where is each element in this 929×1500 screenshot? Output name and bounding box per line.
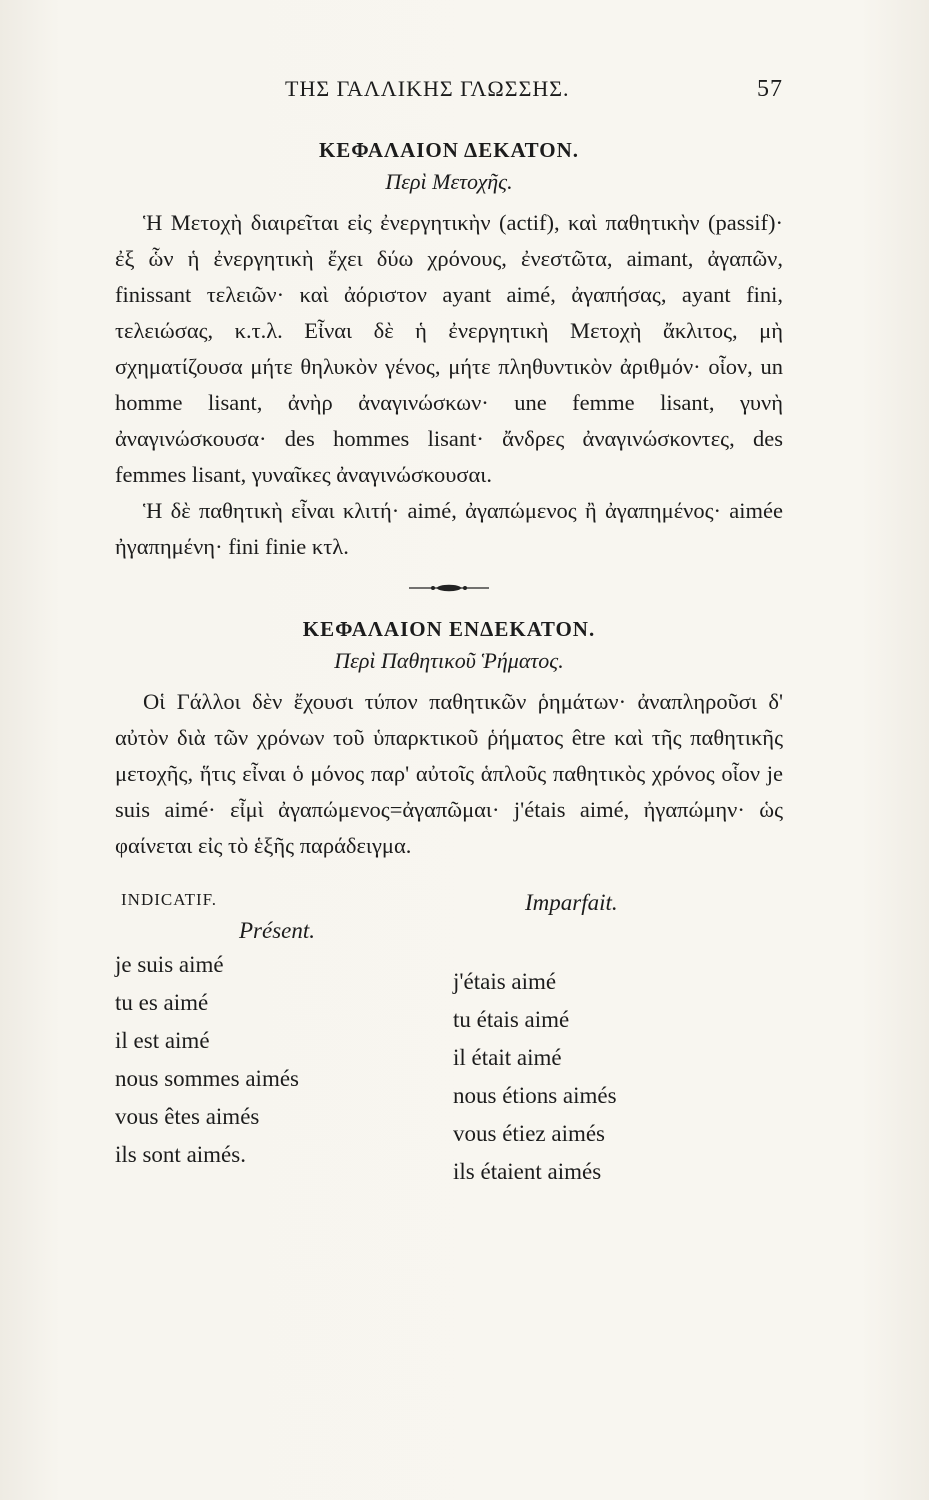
- tense-label: Imparfait.: [525, 890, 618, 915]
- conjugation-form: nous étions aimés: [453, 1083, 617, 1108]
- paragraph: Οἱ Γάλλοι δὲν ἔχουσι τύπον παθητικῶν ῥημάτων· ἀναπληροῦσι δ' αὐτὸν διὰ τῶν χρόνων τοῦ ὑπαρκτικοῦ ῥήματος être καὶ τῆς παθητικῆς μετοχῆς, ἥτις εἶναι ὁ μόνος παρ' αὐτοῖς ἁπλοῦς παθητικὸς χρόνος οἷον je suis aimé· εἶμὶ ἀγαπώμενος=ἀγαπῶμαι· j'étais aimé, ἠγαπώμην· ὡς φαίνεται εἰς τὸ ἑξῆς παράδειγμα.: [115, 689, 783, 858]
- present-column: [115, 890, 415, 1174]
- chapter-eleven: [115, 617, 783, 864]
- chapter-subtitle: Περὶ Παθητικοῦ Ῥήματος.: [334, 648, 564, 673]
- conjugation-form: tu es aimé: [115, 990, 209, 1015]
- chapter-heading: ΚΕΦΑΛΑΙΟΝ ΕΝΔΕΚΑΤΟΝ.: [302, 617, 596, 641]
- page-body: [115, 138, 783, 1184]
- ornament-divider: [409, 583, 489, 593]
- chapter-ten: [115, 138, 783, 565]
- paragraph: Ἡ Μετοχὴ διαιρεῖται εἰς ἐνεργητικὴν (actif), καὶ παθητικὴν (passif)· ἐξ ὧν ἡ ἐνεργητικὴ ἔχει δύω χρόνους, ἐνεστῶτα, aimant, ἀγαπῶν, finissant τελειῶν· καὶ ἀόριστον ayant aimé, ἀγαπήσας, ayant fini, τελειώσας, κ.τ.λ. Εἶναι δὲ ἡ ἐνεργητικὴ Μετοχὴ ἄκλιτος, μὴ σχηματίζουσα μήτε θηλυκὸν γένος, μήτε πληθυντικὸν ἀριθμόν· οἷον, un homme lisant, ἀνὴρ ἀναγινώσκων· une femme lisant, γυνὴ ἀναγινώσκουσα· des hommes lisant· ἄνδρες ἀναγινώσκοντες, des femmes lisant, γυναῖκες ἀναγινώσκουσαι.: [115, 210, 783, 487]
- chapter-heading: ΚΕΦΑΛΑΙΟΝ ΔΕΚΑΤΟΝ.: [318, 138, 580, 162]
- conjugation-form: il est aimé: [115, 1028, 210, 1053]
- imperfect-column: [453, 890, 783, 1191]
- conjugation-form: il était aimé: [453, 1045, 562, 1070]
- page-number: 57: [757, 76, 783, 102]
- running-title: ΤΗΣ ΓΑΛΛΙΚΗΣ ΓΛΩΣΣΗΣ.: [285, 76, 570, 101]
- conjugation-form: j'étais aimé: [453, 969, 557, 994]
- conjugation-form: ils sont aimés.: [115, 1142, 246, 1167]
- conjugation-form: je suis aimé: [115, 952, 224, 977]
- chapter-subtitle: Περὶ Μετοχῆς.: [385, 169, 513, 194]
- paragraph: Ἡ δὲ παθητικὴ εἶναι κλιτή· aimé, ἀγαπώμενος ἢ ἀγαπημένος· aimée ἠγαπημένη· fini finie κτλ.: [115, 498, 783, 559]
- conjugation-list: [453, 963, 783, 1191]
- conjugation-form: nous sommes aimés: [115, 1066, 299, 1091]
- tense-label: Présent.: [239, 918, 316, 943]
- conjugation-form: vous étiez aimés: [453, 1121, 606, 1146]
- mood-label: INDICATIF.: [121, 890, 217, 909]
- conjugation-form: vous êtes aimés: [115, 1104, 260, 1129]
- conjugation-form: ils étaient aimés: [453, 1159, 602, 1184]
- conjugation-list: [115, 946, 415, 1174]
- conjugation-form: tu étais aimé: [453, 1007, 570, 1032]
